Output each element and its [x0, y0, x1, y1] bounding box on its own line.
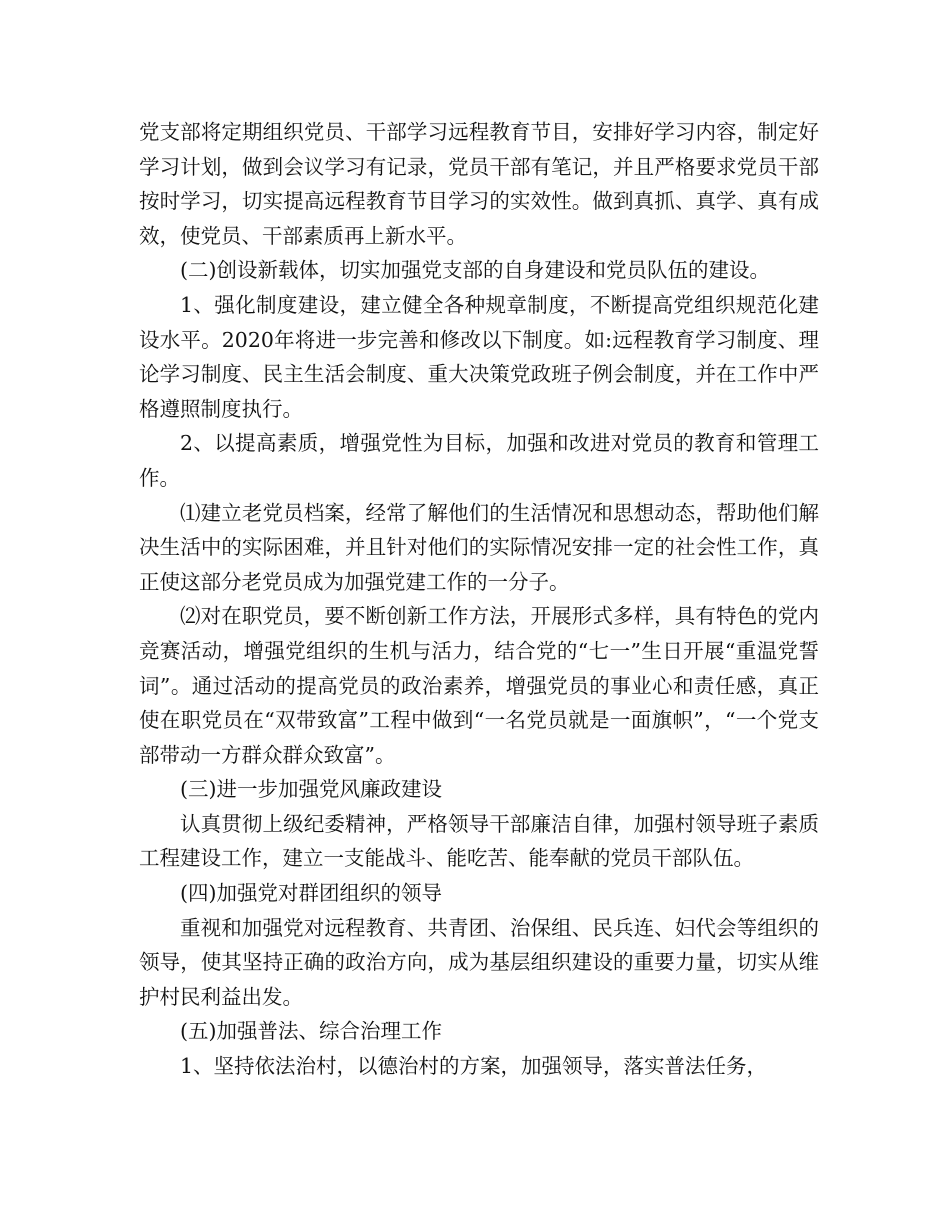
- document-body: [139, 115, 819, 1084]
- paragraph-3: 1、强化制度建设，建立健全各种规章制度，不断提高党组织规范化建设水平。2020年将进一步完善和修改以下制度。如:远程教育学习制度、理论学习制度、民主生活会制度、重大决策党政班子例会制度，并在工作中严格遵照制度执行。: [139, 292, 819, 421]
- section-heading-5: (五)加强普法、综合治理工作: [180, 1019, 442, 1044]
- section-heading-3: (三)进一步加强党风廉政建设: [180, 777, 442, 802]
- paragraph-4: 2、以提高素质，增强党性为目标，加强和改进对党员的教育和管理工作。: [139, 431, 819, 490]
- paragraph-12: 1、坚持依法治村，以德治村的方案，加强领导，落实普法任务，: [180, 1054, 768, 1079]
- paragraph-10: 重视和加强党对远程教育、共青团、治保组、民兵连、妇代会等组织的领导，使其坚持正确的政治方向，成为基层组织建设的重要力量，切实从维护村民利益出发。: [139, 915, 819, 1009]
- paragraph-2: (二)创设新载体，切实加强党支部的自身建设和党员队伍的建设。: [180, 258, 770, 283]
- section-heading-4: (四)加强党对群团组织的领导: [180, 881, 442, 906]
- paragraph-6: ⑵对在职党员，要不断创新工作方法，开展形式多样，具有特色的党内竞赛活动，增强党组织的生机与活力，结合党的“七一”生日开展“重温党誓词”。通过活动的提高党员的政治素养，增强党员的事业心和责任感，真正使在职党员在“双带致富”工程中做到“一名党员就是一面旗帜”，“一个党支部带动一方群众群众致富”。: [139, 604, 819, 767]
- paragraph-1: 党支部将定期组织党员、干部学习远程教育节目，安排好学习内容，制定好学习计划，做到会议学习有记录，党员干部有笔记，并且严格要求党员干部按时学习，切实提高远程教育节目学习的实效性。做到真抓、真学、真有成效，使党员、干部素质再上新水平。: [139, 120, 819, 248]
- paragraph-5: ⑴建立老党员档案，经常了解他们的生活情况和思想动态，帮助他们解决生活中的实际困难，并且针对他们的实际情况安排一定的社会性工作，真正使这部分老党员成为加强党建工作的一分子。: [139, 500, 819, 594]
- paragraph-8: 认真贯彻上级纪委精神，严格领导干部廉洁自律，加强村领导班子素质工程建设工作，建立一支能战斗、能吃苦、能奉献的党员干部队伍。: [139, 811, 819, 871]
